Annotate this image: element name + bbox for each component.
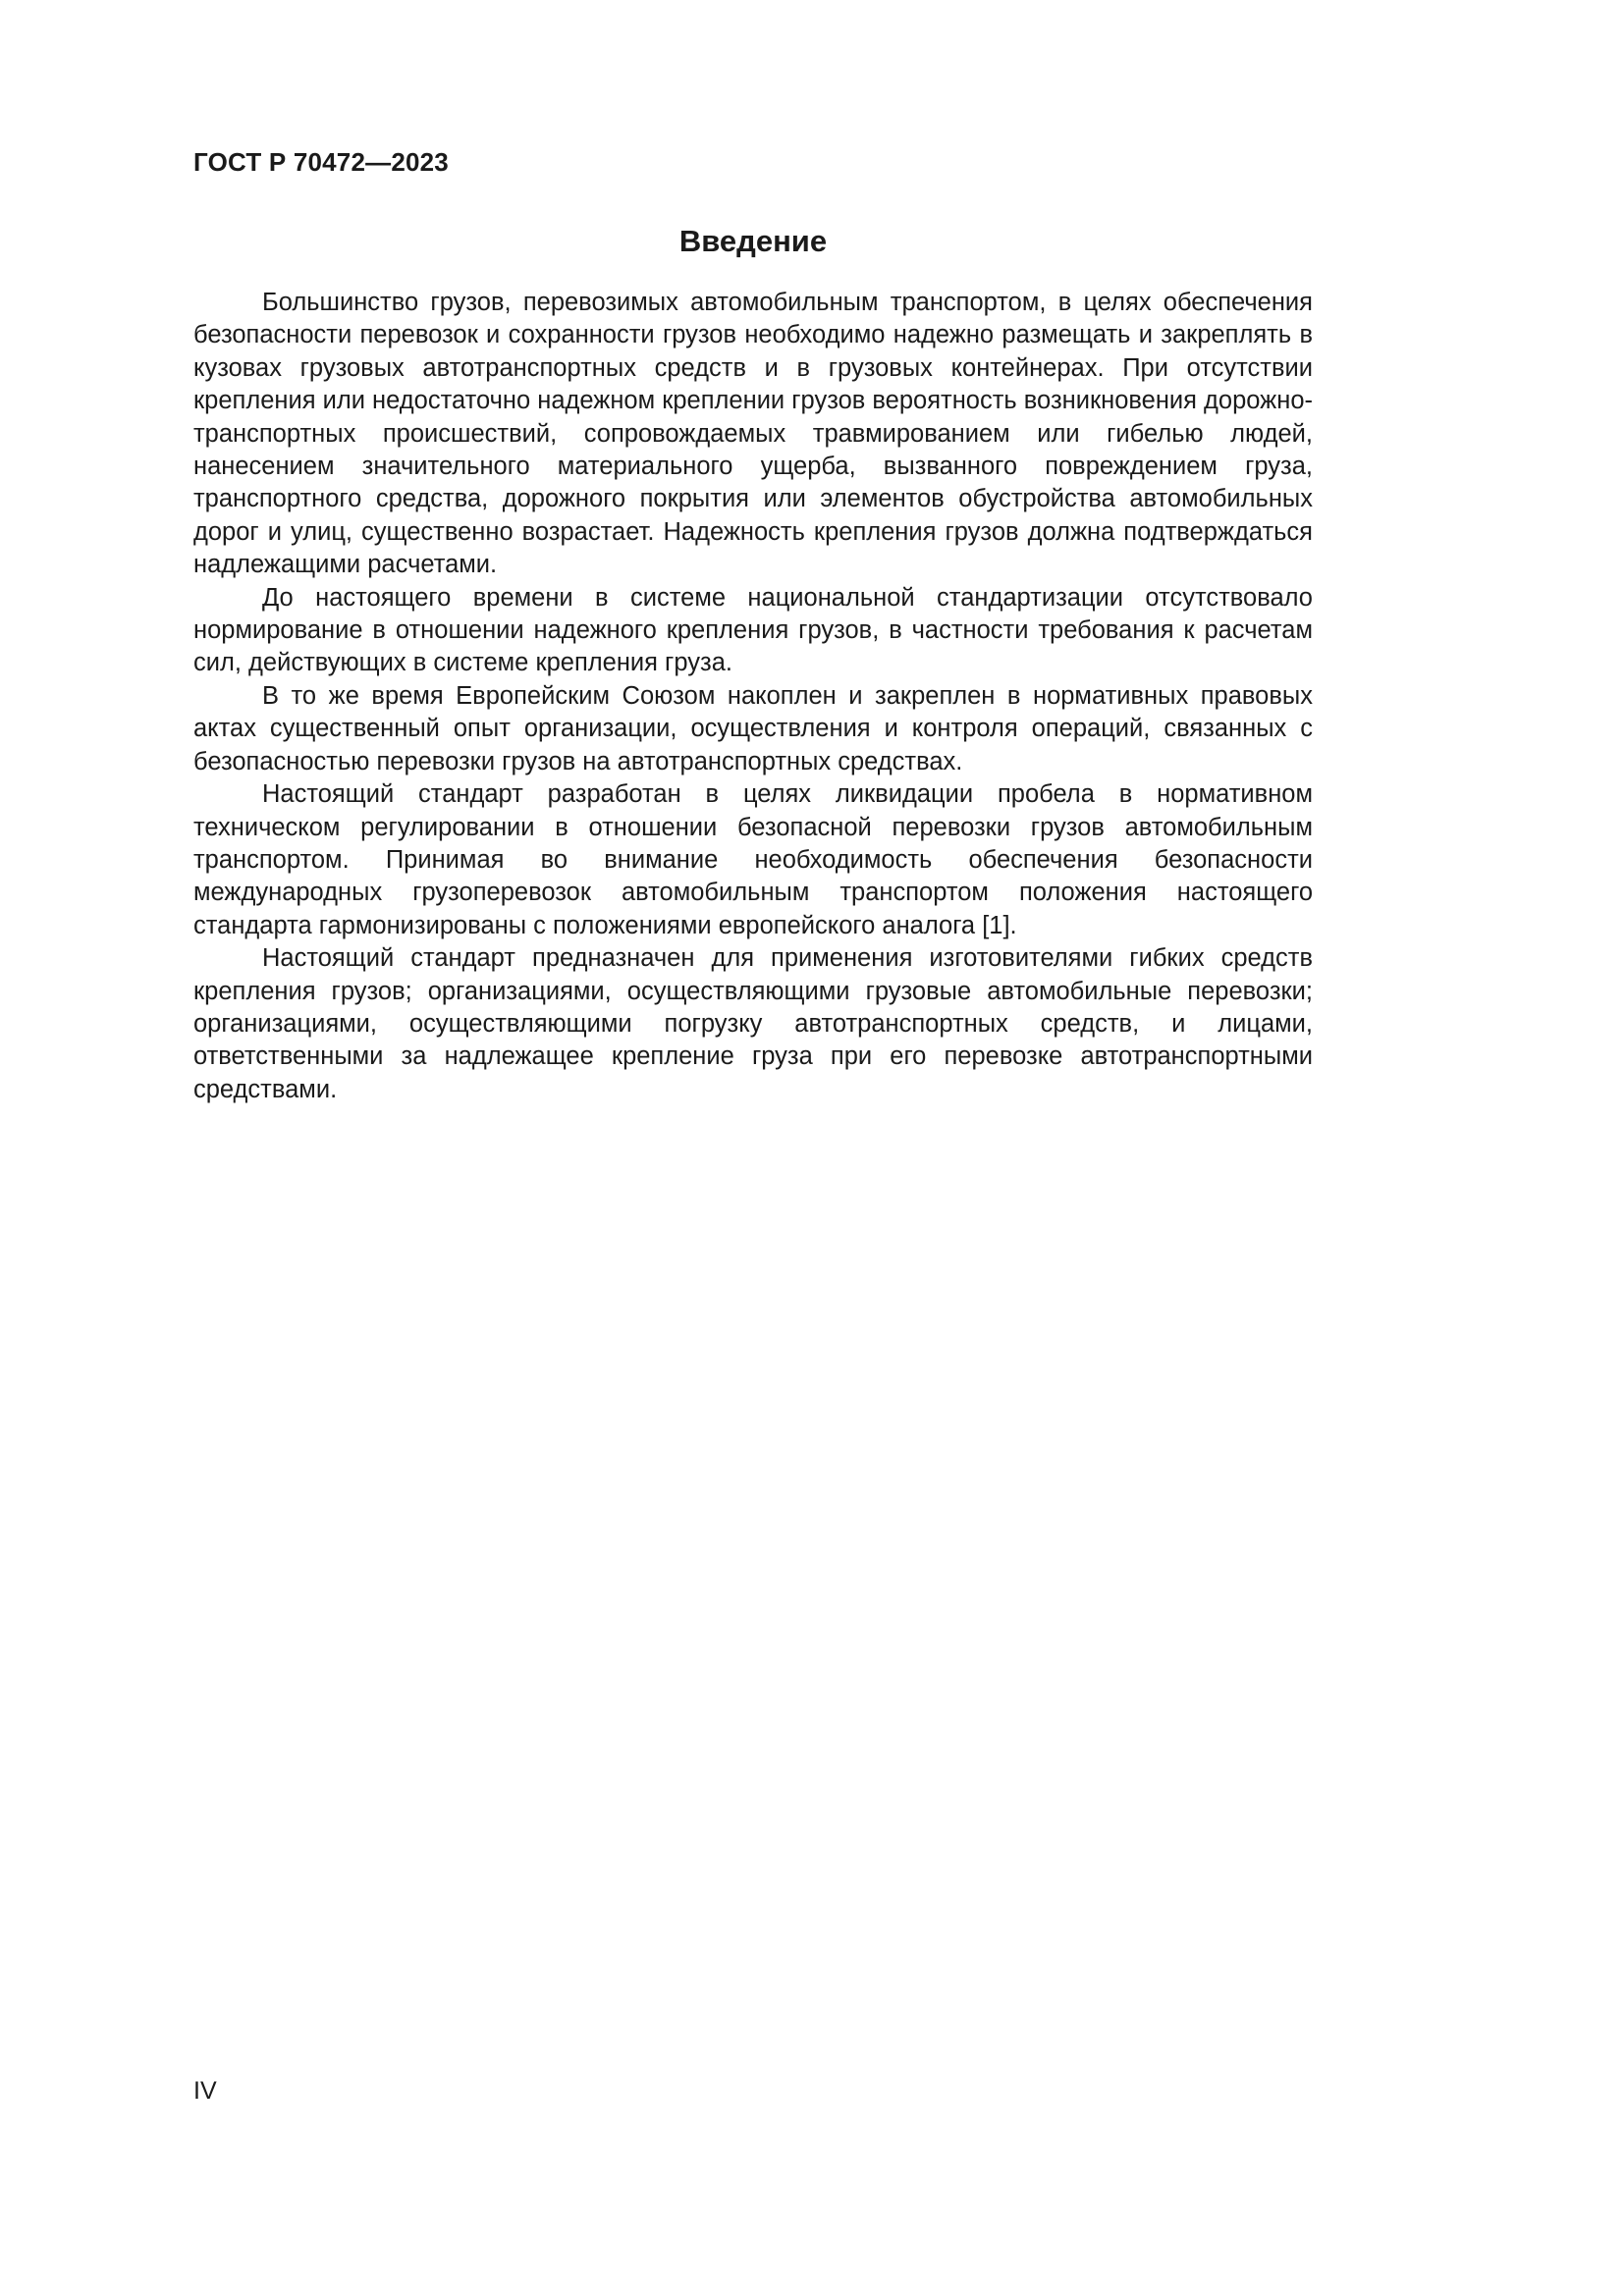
body-text — [193, 287, 1313, 1106]
paragraph: Настоящий стандарт предназначен для применения изготовителями гибких средств крепления грузов; организациями, осуществляющими грузовые автомобильные перевозки; организациями, осуществляющими погрузку автотранспортных средств, и лицами, ответственными за надлежащее крепление груза при его перевозке автотранспортными средствами. — [193, 944, 1313, 1103]
paragraph: Настоящий стандарт разработан в целях ликвидации пробела в нормативном техническом регулировании в отношении безопасной перевозки грузов автомобильным транспортом. Принимая во внимание необходимость обеспечения безопасности международных грузоперевозок автомобильным транспортом положения настоящего стандарта гармонизированы с положениями европейского аналога [1]. — [193, 780, 1313, 939]
paragraph: До настоящего времени в системе национальной стандартизации отсутствовало нормирование в отношении надежного крепления грузов, в частности требования к расчетам сил, действующих в системе крепления груза. — [193, 583, 1313, 677]
paragraph: Большинство грузов, перевозимых автомобильным транспортом, в целях обеспечения безопасности перевозок и сохранности грузов необходимо надежно размещать и закреплять в кузовах грузовых автотранспортных средств и в грузовых контейнерах. При отсутствии крепления или недостаточно надежном креплении грузов вероятность возникновения дорожно-транспортных происшествий, сопровождаемых травмированием или гибелью людей, нанесением значительного материального ущерба, вызванного повреждением груза, транспортного средства, дорожного покрытия или элементов обустройства автомобильных дорог и улиц, существенно возрастает. Надежность крепления грузов должна подтверждаться надлежащими расчетами. — [193, 289, 1313, 579]
paragraph: В то же время Европейским Союзом накоплен и закреплен в нормативных правовых актах существенный опыт организации, осуществления и контроля операций, связанных с безопасностью перевозки грузов на автотранспортных средствах. — [193, 681, 1313, 775]
section-title: Введение — [678, 224, 828, 258]
page-number: IV — [193, 2077, 217, 2105]
document-header: ГОСТ Р 70472—2023 — [193, 147, 449, 177]
